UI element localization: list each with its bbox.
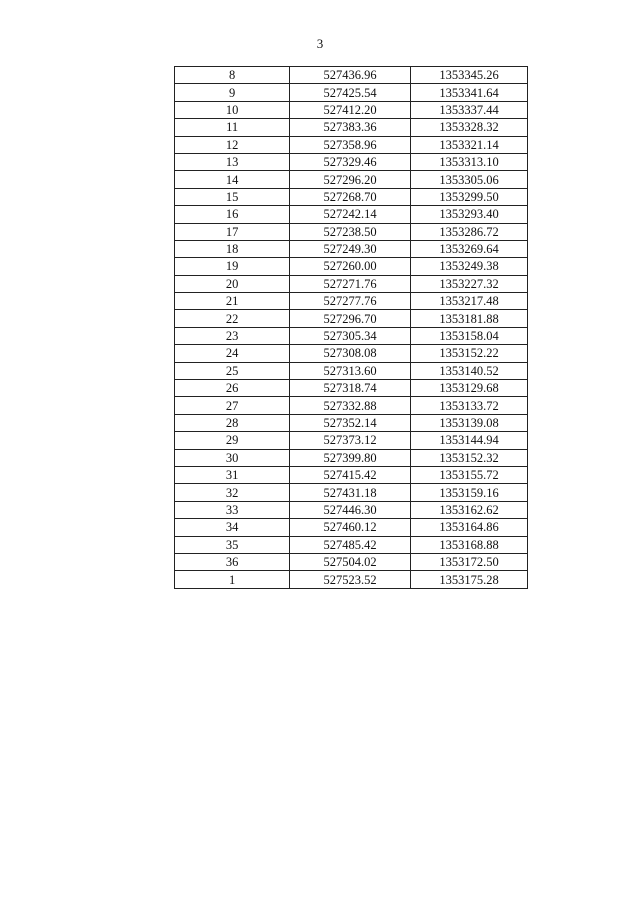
point-number-cell: 29 xyxy=(175,432,290,449)
coordinates-table xyxy=(174,66,528,589)
y-coordinate-cell: 1353140.52 xyxy=(411,362,528,379)
x-coordinate-cell: 527238.50 xyxy=(290,223,411,240)
y-coordinate-cell: 1353164.86 xyxy=(411,519,528,536)
point-number-cell: 25 xyxy=(175,362,290,379)
point-number-cell: 9 xyxy=(175,84,290,101)
point-number-cell: 26 xyxy=(175,380,290,397)
y-coordinate-cell: 1353328.32 xyxy=(411,119,528,136)
x-coordinate-cell: 527460.12 xyxy=(290,519,411,536)
y-coordinate-cell: 1353269.64 xyxy=(411,240,528,257)
y-coordinate-cell: 1353139.08 xyxy=(411,414,528,431)
y-coordinate-cell: 1353345.26 xyxy=(411,67,528,84)
table-row xyxy=(175,153,528,170)
table-row xyxy=(175,171,528,188)
y-coordinate-cell: 1353286.72 xyxy=(411,223,528,240)
y-coordinate-cell: 1353158.04 xyxy=(411,327,528,344)
point-number-cell: 20 xyxy=(175,275,290,292)
point-number-cell: 14 xyxy=(175,171,290,188)
y-coordinate-cell: 1353144.94 xyxy=(411,432,528,449)
point-number-cell: 36 xyxy=(175,553,290,570)
y-coordinate-cell: 1353172.50 xyxy=(411,553,528,570)
table-row xyxy=(175,84,528,101)
table-row xyxy=(175,119,528,136)
table-row xyxy=(175,414,528,431)
point-number-cell: 10 xyxy=(175,101,290,118)
x-coordinate-cell: 527431.18 xyxy=(290,484,411,501)
x-coordinate-cell: 527329.46 xyxy=(290,153,411,170)
table-row xyxy=(175,310,528,327)
x-coordinate-cell: 527412.20 xyxy=(290,101,411,118)
x-coordinate-cell: 527271.76 xyxy=(290,275,411,292)
y-coordinate-cell: 1353321.14 xyxy=(411,136,528,153)
x-coordinate-cell: 527425.54 xyxy=(290,84,411,101)
x-coordinate-cell: 527504.02 xyxy=(290,553,411,570)
y-coordinate-cell: 1353133.72 xyxy=(411,397,528,414)
point-number-cell: 24 xyxy=(175,345,290,362)
x-coordinate-cell: 527383.36 xyxy=(290,119,411,136)
table-row xyxy=(175,275,528,292)
table-row xyxy=(175,519,528,536)
y-coordinate-cell: 1353175.28 xyxy=(411,571,528,588)
point-number-cell: 17 xyxy=(175,223,290,240)
x-coordinate-cell: 527415.42 xyxy=(290,466,411,483)
y-coordinate-cell: 1353293.40 xyxy=(411,206,528,223)
y-coordinate-cell: 1353299.50 xyxy=(411,188,528,205)
x-coordinate-cell: 527242.14 xyxy=(290,206,411,223)
y-coordinate-cell: 1353168.88 xyxy=(411,536,528,553)
table-row xyxy=(175,571,528,588)
coordinates-table-body xyxy=(175,67,528,589)
table-row xyxy=(175,432,528,449)
x-coordinate-cell: 527352.14 xyxy=(290,414,411,431)
y-coordinate-cell: 1353227.32 xyxy=(411,275,528,292)
table-row xyxy=(175,188,528,205)
point-number-cell: 19 xyxy=(175,258,290,275)
y-coordinate-cell: 1353341.64 xyxy=(411,84,528,101)
x-coordinate-cell: 527296.70 xyxy=(290,310,411,327)
table-row xyxy=(175,206,528,223)
x-coordinate-cell: 527446.30 xyxy=(290,501,411,518)
table-row xyxy=(175,553,528,570)
table-row xyxy=(175,362,528,379)
point-number-cell: 8 xyxy=(175,67,290,84)
table-row xyxy=(175,258,528,275)
x-coordinate-cell: 527485.42 xyxy=(290,536,411,553)
x-coordinate-cell: 527308.08 xyxy=(290,345,411,362)
point-number-cell: 35 xyxy=(175,536,290,553)
y-coordinate-cell: 1353313.10 xyxy=(411,153,528,170)
y-coordinate-cell: 1353181.88 xyxy=(411,310,528,327)
x-coordinate-cell: 527296.20 xyxy=(290,171,411,188)
point-number-cell: 16 xyxy=(175,206,290,223)
y-coordinate-cell: 1353152.32 xyxy=(411,449,528,466)
point-number-cell: 22 xyxy=(175,310,290,327)
page-number: 3 xyxy=(316,36,324,51)
y-coordinate-cell: 1353152.22 xyxy=(411,345,528,362)
y-coordinate-cell: 1353249.38 xyxy=(411,258,528,275)
table-row xyxy=(175,536,528,553)
x-coordinate-cell: 527268.70 xyxy=(290,188,411,205)
point-number-cell: 12 xyxy=(175,136,290,153)
point-number-cell: 18 xyxy=(175,240,290,257)
point-number-cell: 30 xyxy=(175,449,290,466)
y-coordinate-cell: 1353217.48 xyxy=(411,293,528,310)
point-number-cell: 13 xyxy=(175,153,290,170)
y-coordinate-cell: 1353129.68 xyxy=(411,380,528,397)
table-row xyxy=(175,501,528,518)
y-coordinate-cell: 1353159.16 xyxy=(411,484,528,501)
table-row xyxy=(175,240,528,257)
point-number-cell: 21 xyxy=(175,293,290,310)
table-row xyxy=(175,466,528,483)
x-coordinate-cell: 527332.88 xyxy=(290,397,411,414)
table-row xyxy=(175,293,528,310)
y-coordinate-cell: 1353305.06 xyxy=(411,171,528,188)
x-coordinate-cell: 527373.12 xyxy=(290,432,411,449)
point-number-cell: 28 xyxy=(175,414,290,431)
point-number-cell: 31 xyxy=(175,466,290,483)
table-row xyxy=(175,327,528,344)
table-row xyxy=(175,380,528,397)
x-coordinate-cell: 527436.96 xyxy=(290,67,411,84)
table-row xyxy=(175,136,528,153)
table-row xyxy=(175,397,528,414)
x-coordinate-cell: 527358.96 xyxy=(290,136,411,153)
x-coordinate-cell: 527318.74 xyxy=(290,380,411,397)
point-number-cell: 23 xyxy=(175,327,290,344)
x-coordinate-cell: 527277.76 xyxy=(290,293,411,310)
y-coordinate-cell: 1353155.72 xyxy=(411,466,528,483)
point-number-cell: 1 xyxy=(175,571,290,588)
y-coordinate-cell: 1353162.62 xyxy=(411,501,528,518)
table-row xyxy=(175,67,528,84)
x-coordinate-cell: 527313.60 xyxy=(290,362,411,379)
point-number-cell: 33 xyxy=(175,501,290,518)
x-coordinate-cell: 527305.34 xyxy=(290,327,411,344)
point-number-cell: 11 xyxy=(175,119,290,136)
point-number-cell: 15 xyxy=(175,188,290,205)
y-coordinate-cell: 1353337.44 xyxy=(411,101,528,118)
point-number-cell: 27 xyxy=(175,397,290,414)
table-row xyxy=(175,101,528,118)
point-number-cell: 34 xyxy=(175,519,290,536)
table-row xyxy=(175,345,528,362)
table-row xyxy=(175,449,528,466)
x-coordinate-cell: 527249.30 xyxy=(290,240,411,257)
x-coordinate-cell: 527399.80 xyxy=(290,449,411,466)
x-coordinate-cell: 527260.00 xyxy=(290,258,411,275)
table-row xyxy=(175,223,528,240)
x-coordinate-cell: 527523.52 xyxy=(290,571,411,588)
point-number-cell: 32 xyxy=(175,484,290,501)
table-row xyxy=(175,484,528,501)
